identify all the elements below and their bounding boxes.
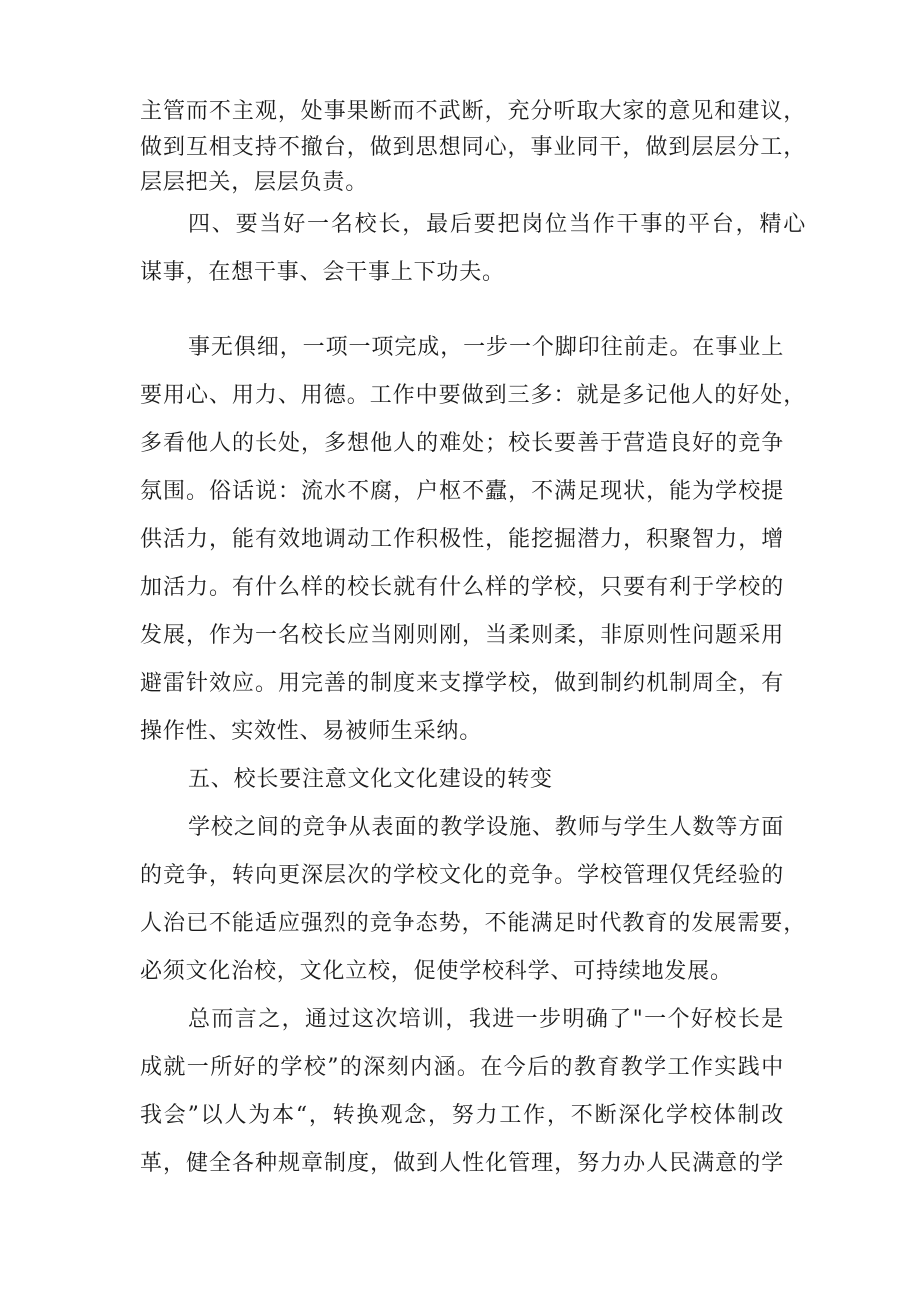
- paragraph-3-line-1: 事无俱细，一项一项完成，一步一个脚印往前走。在事业上: [188, 335, 784, 360]
- paragraph-3-line-7: 发展，作为一名校长应当刚则刚，当柔则柔，非原则性问题采用: [140, 623, 784, 648]
- paragraph-2-line-2: 谋事，在想干事、会干事上下功夫。: [140, 260, 505, 285]
- paragraph-5-line-2: 的竞争，转向更深层次的学校文化的竞争。学校管理仅凭经验的: [140, 863, 784, 888]
- paragraph-3-line-6: 加活力。有什么样的校长就有什么样的学校，只要有利于学校的: [140, 575, 784, 600]
- paragraph-3-line-4: 氛围。俗话说：流水不腐，户枢不蠹，不满足现状，能为学校提: [140, 479, 784, 504]
- section-heading-five: 五、校长要注意文化文化建设的转变: [188, 767, 553, 792]
- paragraph-6-line-4: 革，健全各种规章制度，做到人性化管理，努力办人民满意的学: [140, 1151, 784, 1176]
- paragraph-5-line-1: 学校之间的竞争从表面的教学设施、教师与学生人数等方面: [188, 815, 784, 840]
- paragraph-3-line-2: 要用心、用力、用德。工作中要做到三多：就是多记他人的好处，: [140, 383, 806, 408]
- paragraph-5-line-3: 人治已不能适应强烈的竞争态势，不能满足时代教育的发展需要，: [140, 911, 806, 936]
- paragraph-1-line-1: 主管而不主观，处事果断而不武断，充分听取大家的意见和建议，: [140, 99, 806, 124]
- paragraph-3-line-3: 多看他人的长处，多想他人的难处；校长要善于营造良好的竞争: [140, 431, 784, 456]
- paragraph-3-line-5: 供活力，能有效地调动工作积极性，能挖掘潜力，积聚智力，增: [140, 527, 784, 552]
- paragraph-6-line-3: 我会”以人为本“，转换观念，努力工作，不断深化学校体制改: [140, 1103, 784, 1128]
- paragraph-3-line-8: 避雷针效应。用完善的制度来支撑学校，做到制约机制周全，有: [140, 671, 784, 696]
- paragraph-1-line-3: 层层把关，层层负责。: [140, 170, 369, 195]
- paragraph-3-line-9: 操作性、实效性、易被师生采纳。: [140, 719, 483, 744]
- paragraph-2-line-1: 四、要当好一名校长，最后要把岗位当作干事的平台，精心: [188, 212, 806, 237]
- paragraph-6-line-2: 成就一所好的学校”的深刻内涵。在今后的教育教学工作实践中: [140, 1055, 784, 1080]
- paragraph-5-line-4: 必须文化治校，文化立校，促使学校科学、可持续地发展。: [140, 959, 733, 984]
- paragraph-6-line-1: 总而言之，通过这次培训，我进一步明确了"一个好校长是: [188, 1007, 784, 1032]
- paragraph-1-line-2: 做到互相支持不撤台，做到思想同心，事业同干，做到层层分工，: [140, 135, 806, 160]
